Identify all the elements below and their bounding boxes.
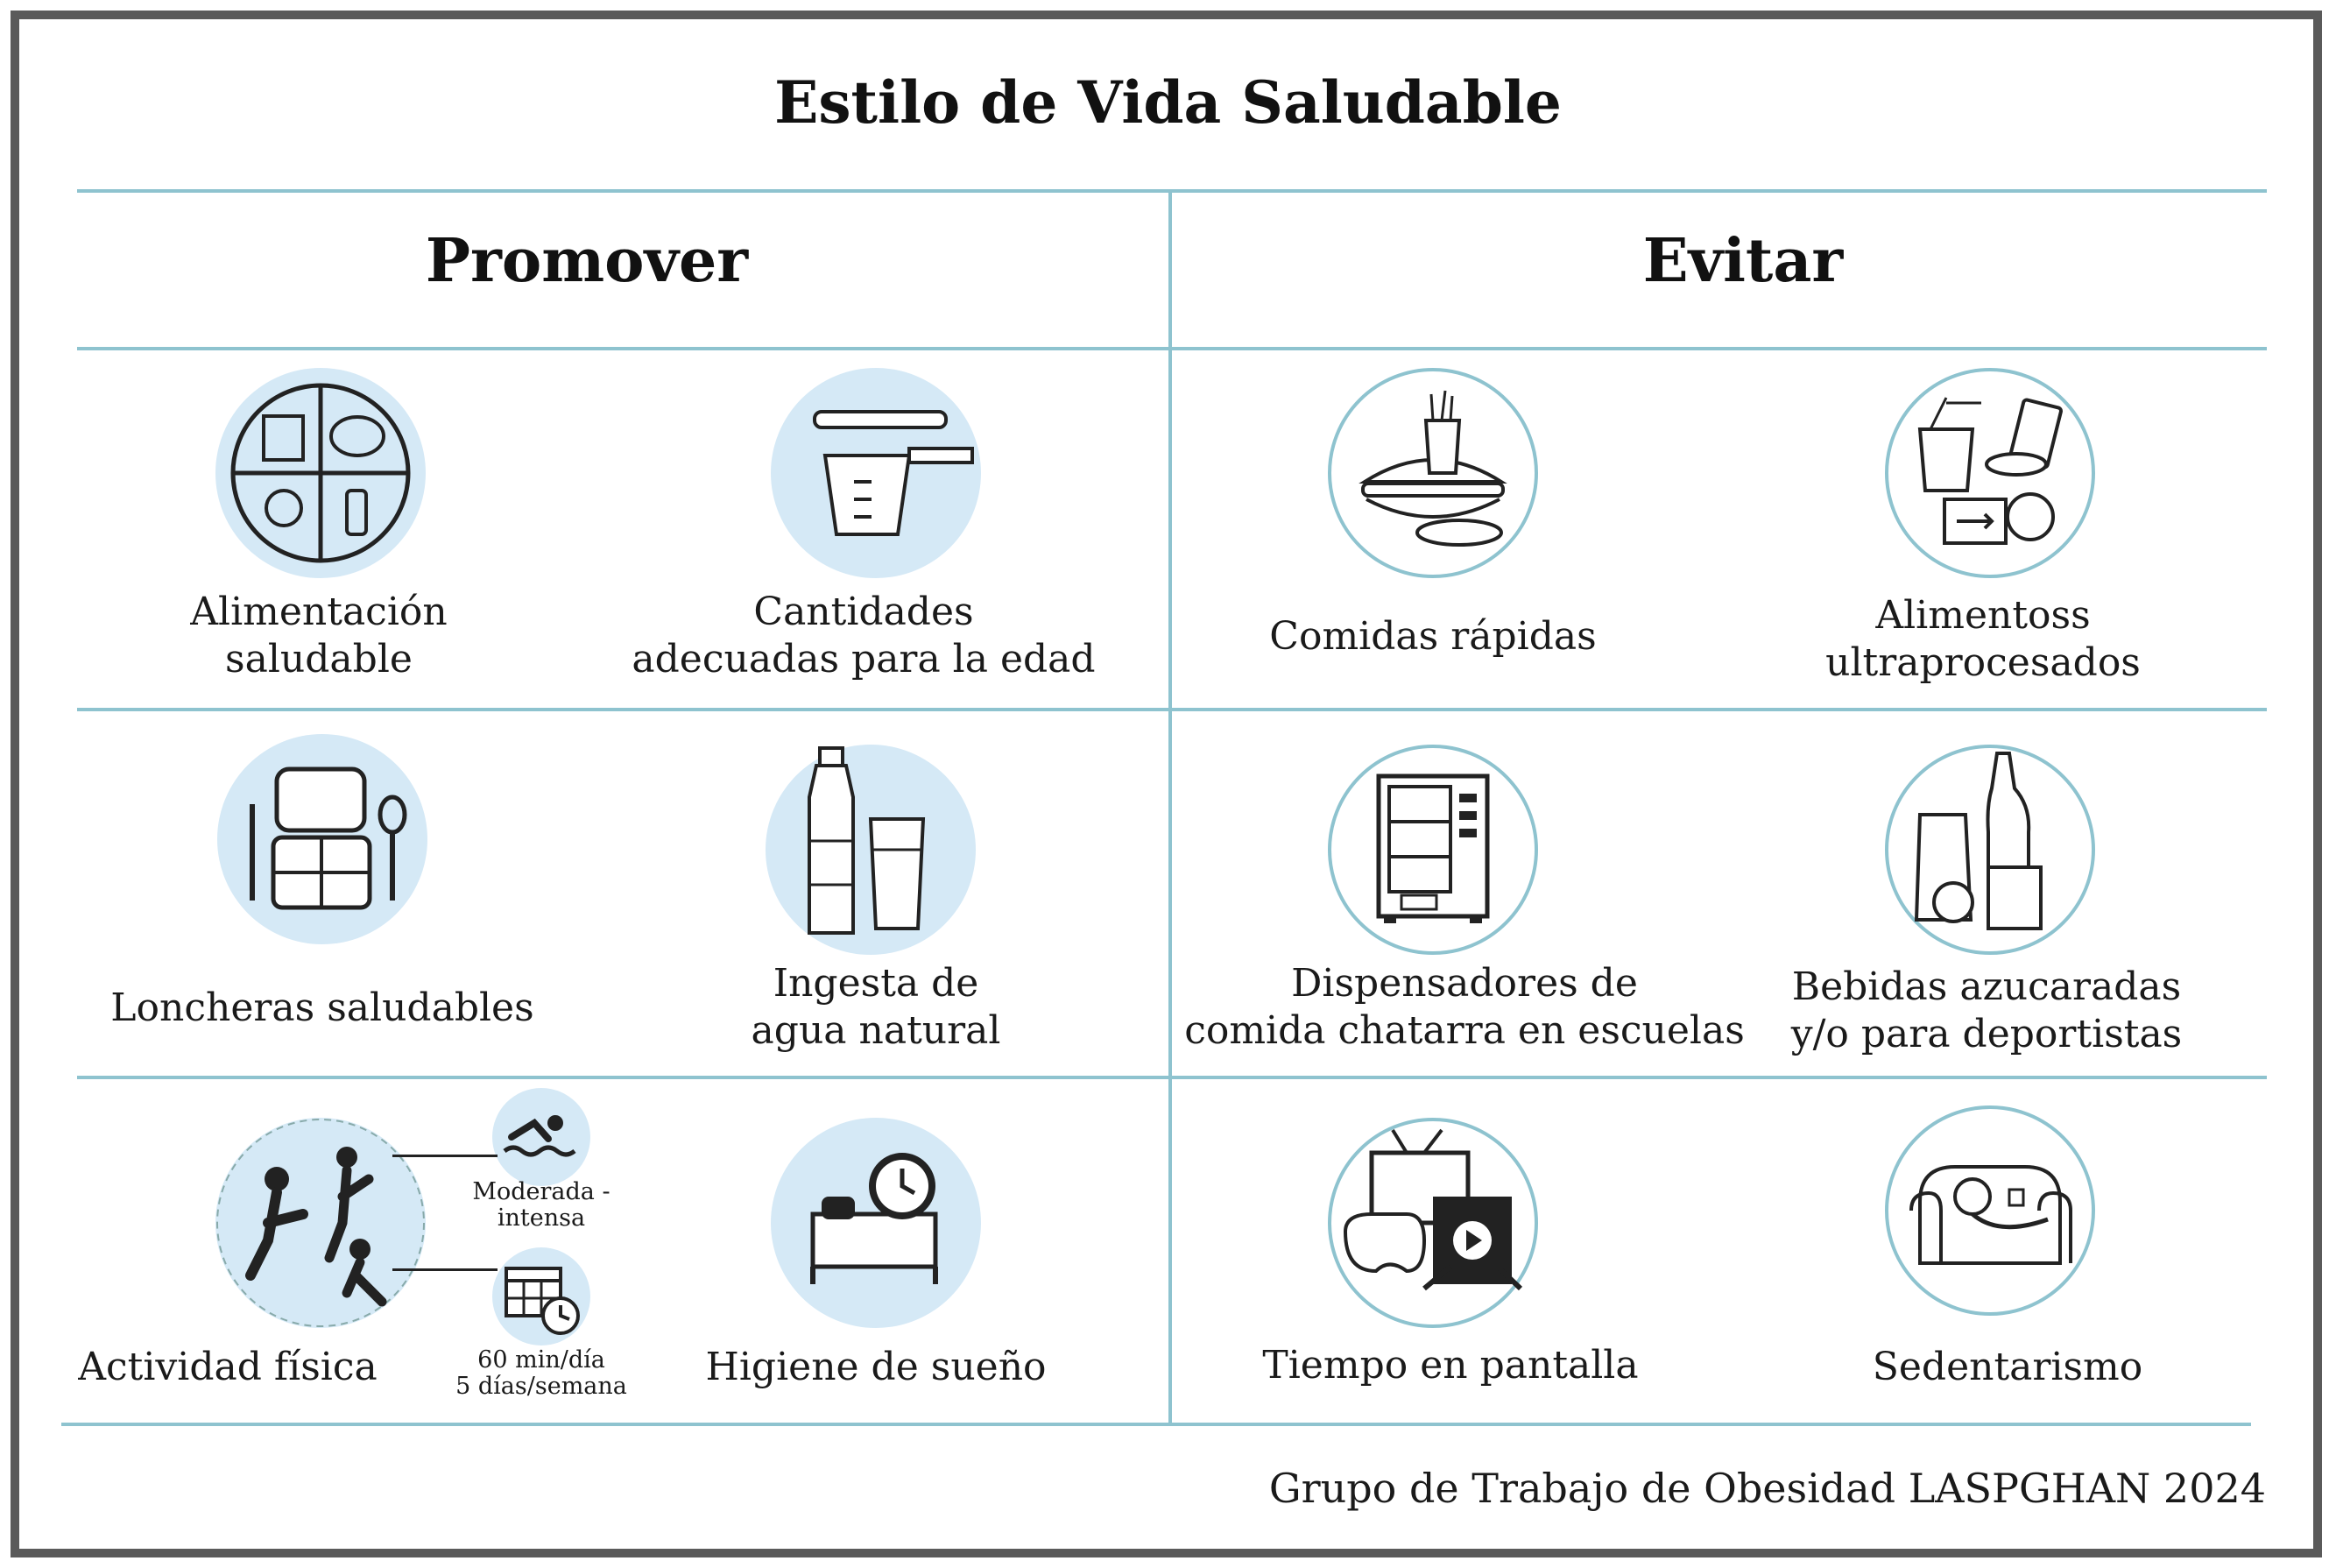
swimming-icon: [492, 1088, 590, 1186]
intensity-text: Moderada - intensa: [472, 1178, 610, 1232]
sugary-drinks-icon: [1885, 745, 2095, 955]
fast-food-icon: [1328, 368, 1538, 578]
calendar-clock-icon: [492, 1247, 590, 1346]
divider-row2: [77, 1076, 2267, 1079]
screens-icon: [1328, 1118, 1538, 1328]
label-sedentarismo: Sedentarismo: [1872, 1345, 2143, 1389]
measuring-cup-icon: [771, 368, 981, 578]
plate-food-groups-icon: [215, 368, 426, 578]
label-sueno: Higiene de sueño: [705, 1345, 1047, 1389]
label-comidas-rapidas: Comidas rápidas: [1269, 614, 1597, 659]
label-actividad: Actividad física: [78, 1345, 378, 1389]
connector-frequency: [392, 1268, 498, 1271]
label-pantalla: Tiempo en pantalla: [1262, 1343, 1639, 1388]
label-bebidas: Bebidas azucaradas y/o para deportistas: [1790, 964, 2183, 1056]
water-bottle-glass-icon: [766, 745, 976, 955]
label-agua: Ingesta de agua natural: [751, 961, 1001, 1053]
connector-intensity: [392, 1155, 498, 1157]
label-loncheras: Loncheras saludables: [110, 985, 534, 1030]
divider-top: [77, 189, 2267, 193]
label-dispensadores: Dispensadores de comida chatarra en escuelas: [1184, 961, 1745, 1053]
processed-food-icon: [1885, 368, 2095, 578]
page-title: Estilo de Vida Saludable: [774, 68, 1562, 137]
label-alimentacion: Alimentación saludable: [190, 590, 448, 682]
divider-bottom: [61, 1423, 2251, 1426]
column-header-avoid: Evitar: [1642, 226, 1844, 296]
vending-machine-icon: [1328, 745, 1538, 955]
label-ultraprocesados: Alimentoss ultraprocesados: [1825, 593, 2141, 685]
footer-credit: Grupo de Trabajo de Obesidad LASPGHAN 2024: [1268, 1465, 2266, 1512]
lunchbox-icon: [217, 734, 427, 944]
frequency-text: 60 min/día 5 días/semana: [455, 1346, 627, 1400]
bed-clock-icon: [771, 1118, 981, 1328]
people-exercising-icon: [215, 1118, 426, 1328]
column-header-promote: Promover: [425, 226, 749, 296]
divider-row1: [77, 708, 2267, 711]
divider-center: [1168, 191, 1172, 1424]
label-cantidades: Cantidades adecuadas para la edad: [632, 590, 1096, 682]
divider-header: [77, 347, 2267, 350]
couch-person-icon: [1885, 1105, 2095, 1316]
